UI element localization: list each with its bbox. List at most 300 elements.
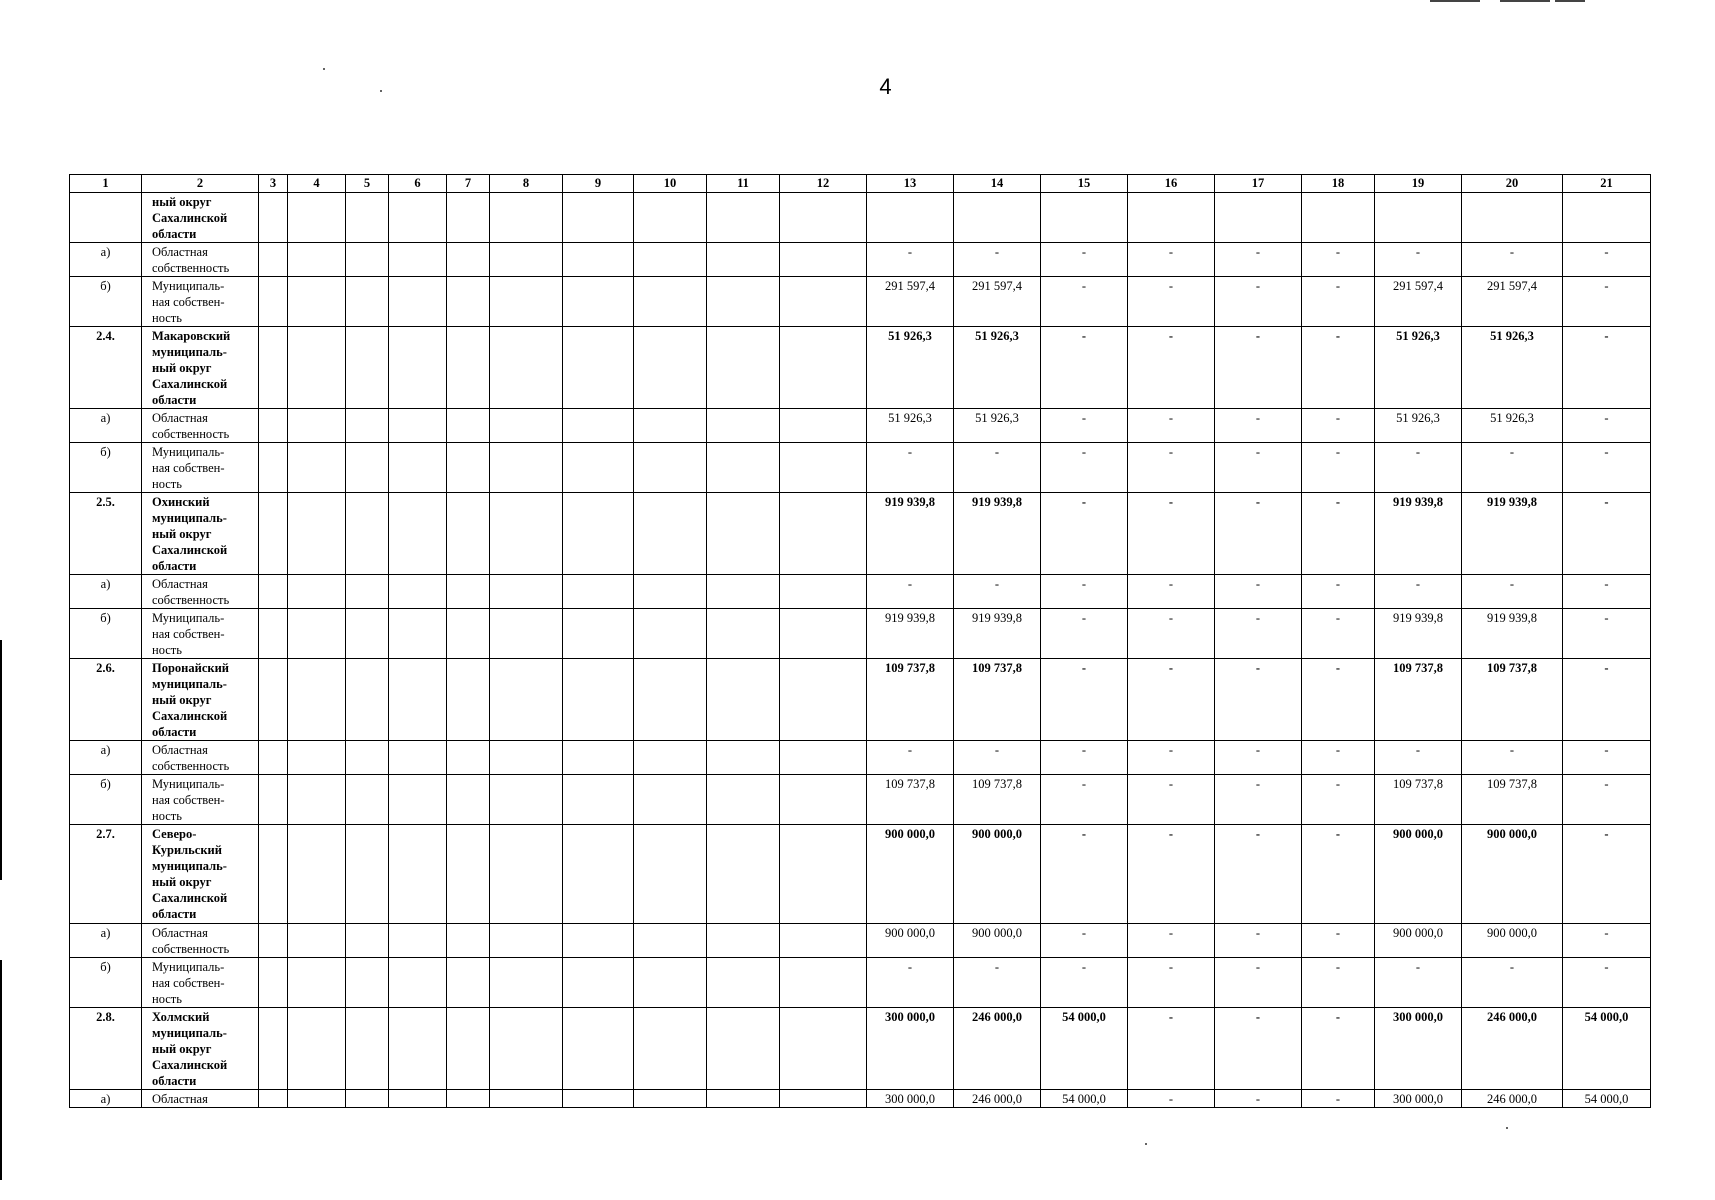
scan-speck [380,90,382,92]
empty-cell [490,575,563,609]
row-name-line: Муниципаль- [152,777,225,791]
empty-cell [707,493,780,575]
empty-cell [707,958,780,1008]
value-cell: - [1041,659,1128,741]
value-cell: - [1302,924,1375,958]
empty-cell [780,1008,867,1090]
value-cell: 109 737,8 [867,775,954,825]
table-row [70,575,1651,609]
empty-cell [288,924,346,958]
value-cell: 291 597,4 [954,277,1041,327]
empty-cell [563,1090,634,1108]
empty-cell [490,243,563,277]
empty-cell [447,277,490,327]
value-cell: - [1302,1008,1375,1090]
row-name-cell [142,825,259,924]
value-cell: 246 000,0 [954,1008,1041,1090]
column-number-header: 8 [490,175,563,193]
empty-cell [259,493,288,575]
row-name-line: области [152,559,197,573]
empty-cell [707,327,780,409]
empty-cell [780,575,867,609]
empty-cell [707,193,780,243]
value-cell: - [1302,443,1375,493]
empty-cell [707,443,780,493]
row-name-cell [142,409,259,443]
value-cell: 109 737,8 [954,659,1041,741]
value-cell: - [1215,609,1302,659]
value-cell: 51 926,3 [954,327,1041,409]
table-row [70,924,1651,958]
empty-cell [389,659,447,741]
row-name-cell [142,775,259,825]
value-cell: - [867,575,954,609]
empty-cell [563,775,634,825]
column-number-header: 12 [780,175,867,193]
row-name-line: Муниципаль- [152,445,225,459]
empty-cell [780,1090,867,1108]
empty-cell [780,958,867,1008]
row-name-line: ный округ [152,195,212,209]
table-body [70,175,1651,1108]
value-cell: - [1041,443,1128,493]
value-cell: - [1563,924,1651,958]
empty-cell [288,193,346,243]
empty-cell [259,1090,288,1108]
value-cell: - [1128,327,1215,409]
row-number-cell: 2.7. [70,825,142,924]
value-cell: - [1215,493,1302,575]
table-row [70,609,1651,659]
empty-cell [389,775,447,825]
empty-cell [259,825,288,924]
row-name-line: области [152,393,197,407]
row-name-line: Сахалинской [152,709,228,723]
value-cell: 51 926,3 [1375,409,1462,443]
empty-cell [288,327,346,409]
row-name-cell [142,924,259,958]
empty-cell [346,327,389,409]
value-cell: - [1215,575,1302,609]
empty-cell [707,243,780,277]
empty-cell [707,277,780,327]
value-cell: - [1375,958,1462,1008]
value-cell: - [1462,243,1563,277]
empty-cell [634,924,707,958]
empty-cell [447,1090,490,1108]
empty-cell [288,825,346,924]
value-cell: - [1215,659,1302,741]
value-cell: - [1128,741,1215,775]
value-cell: - [1462,443,1563,493]
empty-cell [389,575,447,609]
value-cell [1128,193,1215,243]
table-row [70,741,1651,775]
empty-cell [707,775,780,825]
empty-cell [780,825,867,924]
empty-cell [707,609,780,659]
empty-cell [346,825,389,924]
scan-edge-mark [1430,0,1480,2]
row-name-line: ность [152,992,182,1006]
row-name-line: ный округ [152,361,212,375]
empty-cell [346,575,389,609]
column-number-header: 13 [867,175,954,193]
empty-cell [563,575,634,609]
empty-cell [259,924,288,958]
row-name-line: Муниципаль- [152,279,225,293]
empty-cell [389,741,447,775]
scan-edge-mark [1500,0,1550,2]
row-name-line: Областная [152,926,208,940]
column-number-header: 5 [346,175,389,193]
value-cell: 900 000,0 [1375,825,1462,924]
empty-cell [490,775,563,825]
value-cell: 246 000,0 [954,1090,1041,1108]
row-name-line: Холмский [152,1010,210,1024]
row-name-line: ный округ [152,1042,212,1056]
value-cell: 919 939,8 [867,493,954,575]
empty-cell [346,409,389,443]
empty-cell [346,958,389,1008]
value-cell: - [1563,958,1651,1008]
empty-cell [389,924,447,958]
column-number-header: 19 [1375,175,1462,193]
value-cell: 919 939,8 [1375,609,1462,659]
row-name-line: Сахалинской [152,1058,228,1072]
empty-cell [447,825,490,924]
value-cell: - [867,443,954,493]
row-name-cell [142,243,259,277]
row-name-line: собственность [152,759,230,773]
value-cell: - [1128,924,1215,958]
row-number-cell: а) [70,924,142,958]
value-cell: - [1128,659,1215,741]
value-cell [1302,193,1375,243]
row-name-line: Сахалинской [152,377,228,391]
empty-cell [288,575,346,609]
empty-cell [563,243,634,277]
row-name-line: муниципаль- [152,859,227,873]
empty-cell [563,277,634,327]
value-cell: - [1462,958,1563,1008]
empty-cell [707,741,780,775]
empty-cell [563,1008,634,1090]
value-cell: - [1563,825,1651,924]
row-name-line: области [152,227,197,241]
column-number-header: 10 [634,175,707,193]
value-cell: - [954,243,1041,277]
value-cell: 246 000,0 [1462,1090,1563,1108]
table-row [70,243,1651,277]
scan-speck [1506,1127,1508,1129]
empty-cell [389,443,447,493]
empty-cell [288,409,346,443]
row-name-line: области [152,907,197,921]
empty-cell [389,493,447,575]
value-cell: 109 737,8 [1462,775,1563,825]
table-row [70,775,1651,825]
empty-cell [780,659,867,741]
empty-cell [634,243,707,277]
column-number-header: 17 [1215,175,1302,193]
value-cell: - [1215,775,1302,825]
empty-cell [346,1090,389,1108]
row-name-line: Охинский [152,495,210,509]
row-name-line: муниципаль- [152,677,227,691]
row-name-line: Поронайский [152,661,229,675]
row-number-cell: а) [70,575,142,609]
value-cell: - [1041,493,1128,575]
empty-cell [634,277,707,327]
row-name-line: ный округ [152,875,212,889]
empty-cell [563,193,634,243]
row-number-cell: а) [70,741,142,775]
value-cell: - [1563,609,1651,659]
row-name-line: Областная [152,743,208,757]
value-cell: 919 939,8 [1462,609,1563,659]
value-cell: - [1215,741,1302,775]
empty-cell [634,493,707,575]
empty-cell [563,958,634,1008]
value-cell: - [1215,243,1302,277]
value-cell: - [1041,958,1128,1008]
table-row [70,277,1651,327]
value-cell: - [1041,741,1128,775]
value-cell: 246 000,0 [1462,1008,1563,1090]
table-row [70,1008,1651,1090]
empty-cell [447,659,490,741]
row-name-line: ная собствен- [152,461,225,475]
table-row [70,193,1651,243]
row-name-cell [142,659,259,741]
value-cell: 109 737,8 [954,775,1041,825]
empty-cell [288,609,346,659]
value-cell: - [1215,409,1302,443]
value-cell: 291 597,4 [867,277,954,327]
empty-cell [490,493,563,575]
value-cell: - [867,958,954,1008]
empty-cell [634,609,707,659]
empty-cell [707,825,780,924]
empty-cell [389,193,447,243]
column-number-header: 1 [70,175,142,193]
row-name-line: Северо- [152,827,197,841]
row-number-cell: б) [70,609,142,659]
empty-cell [259,327,288,409]
value-cell: - [1128,958,1215,1008]
page-number: 4 [879,74,892,99]
empty-cell [490,1008,563,1090]
value-cell: 54 000,0 [1563,1008,1651,1090]
empty-cell [346,775,389,825]
empty-cell [634,575,707,609]
value-cell: 51 926,3 [1462,327,1563,409]
empty-cell [707,659,780,741]
value-cell: - [1128,609,1215,659]
empty-cell [288,277,346,327]
value-cell: 900 000,0 [954,825,1041,924]
empty-cell [780,741,867,775]
table-row [70,659,1651,741]
empty-cell [563,924,634,958]
column-number-header: 9 [563,175,634,193]
row-number-cell: 2.6. [70,659,142,741]
value-cell: - [1563,741,1651,775]
empty-cell [259,1008,288,1090]
empty-cell [563,825,634,924]
value-cell: - [1215,443,1302,493]
row-name-cell [142,1008,259,1090]
value-cell: - [1462,575,1563,609]
row-name-line: Сахалинской [152,543,228,557]
value-cell: - [1563,243,1651,277]
row-name-line: Муниципаль- [152,611,225,625]
column-number-header: 4 [288,175,346,193]
empty-cell [490,443,563,493]
value-cell: - [1302,609,1375,659]
value-cell: - [1563,775,1651,825]
value-cell: 291 597,4 [1375,277,1462,327]
table-row [70,825,1651,924]
empty-cell [634,958,707,1008]
row-name-line: ная собствен- [152,793,225,807]
row-number-cell: а) [70,243,142,277]
value-cell: 51 926,3 [867,327,954,409]
value-cell: - [1375,243,1462,277]
row-name-line: ная собствен- [152,295,225,309]
row-number-cell: а) [70,1090,142,1108]
empty-cell [447,775,490,825]
value-cell: 919 939,8 [867,609,954,659]
column-number-header-row [70,175,1651,193]
row-name-cell [142,493,259,575]
empty-cell [389,1090,447,1108]
row-name-line: собственность [152,593,230,607]
empty-cell [447,243,490,277]
empty-cell [634,327,707,409]
empty-cell [288,493,346,575]
empty-cell [389,409,447,443]
value-cell [1041,193,1128,243]
row-number-cell: б) [70,958,142,1008]
empty-cell [563,327,634,409]
value-cell: 919 939,8 [954,493,1041,575]
empty-cell [634,409,707,443]
empty-cell [389,327,447,409]
empty-cell [259,575,288,609]
value-cell: - [1128,1008,1215,1090]
value-cell: - [1302,825,1375,924]
empty-cell [634,1008,707,1090]
empty-cell [490,609,563,659]
empty-cell [634,659,707,741]
empty-cell [634,193,707,243]
value-cell: - [1041,277,1128,327]
empty-cell [259,958,288,1008]
row-number-cell: 2.8. [70,1008,142,1090]
column-number-header: 14 [954,175,1041,193]
empty-cell [447,958,490,1008]
value-cell: - [1302,493,1375,575]
value-cell: 109 737,8 [1462,659,1563,741]
empty-cell [288,659,346,741]
empty-cell [288,1090,346,1108]
value-cell: - [1128,277,1215,327]
value-cell: - [954,575,1041,609]
value-cell: 919 939,8 [1375,493,1462,575]
empty-cell [490,409,563,443]
table-row [70,409,1651,443]
row-name-line: Областная [152,245,208,259]
empty-cell [288,1008,346,1090]
value-cell: - [1302,1090,1375,1108]
empty-cell [780,924,867,958]
empty-cell [780,443,867,493]
column-number-header: 2 [142,175,259,193]
value-cell: - [1128,775,1215,825]
value-cell: 51 926,3 [867,409,954,443]
empty-cell [346,243,389,277]
value-cell: - [1302,958,1375,1008]
value-cell: - [1302,741,1375,775]
value-cell: - [1302,327,1375,409]
value-cell: - [867,243,954,277]
value-cell: 300 000,0 [1375,1090,1462,1108]
value-cell: - [1041,243,1128,277]
value-cell: - [1563,659,1651,741]
value-cell: 900 000,0 [867,924,954,958]
value-cell: 51 926,3 [1462,409,1563,443]
value-cell: 300 000,0 [867,1008,954,1090]
empty-cell [490,924,563,958]
empty-cell [259,609,288,659]
row-name-line: Макаровский [152,329,231,343]
value-cell: 300 000,0 [867,1090,954,1108]
empty-cell [490,1090,563,1108]
empty-cell [447,493,490,575]
scan-edge-mark [0,960,2,1180]
row-name-cell [142,609,259,659]
row-name-cell [142,327,259,409]
value-cell [954,193,1041,243]
value-cell: - [1128,575,1215,609]
value-cell: 291 597,4 [1462,277,1563,327]
empty-cell [780,327,867,409]
value-cell: - [1128,409,1215,443]
empty-cell [563,409,634,443]
row-name-cell [142,277,259,327]
empty-cell [259,775,288,825]
row-number-cell: 2.4. [70,327,142,409]
row-name-line: ная собствен- [152,976,225,990]
value-cell: - [1128,825,1215,924]
value-cell: 919 939,8 [954,609,1041,659]
value-cell: - [1563,277,1651,327]
value-cell: - [1215,1008,1302,1090]
value-cell: 300 000,0 [1375,1008,1462,1090]
value-cell: - [1302,775,1375,825]
value-cell: - [954,443,1041,493]
empty-cell [346,609,389,659]
row-number-cell: 2.5. [70,493,142,575]
row-name-line: муниципаль- [152,1026,227,1040]
row-name-cell [142,958,259,1008]
empty-cell [346,741,389,775]
row-name-line: собственность [152,942,230,956]
value-cell: - [1128,493,1215,575]
table-row [70,327,1651,409]
